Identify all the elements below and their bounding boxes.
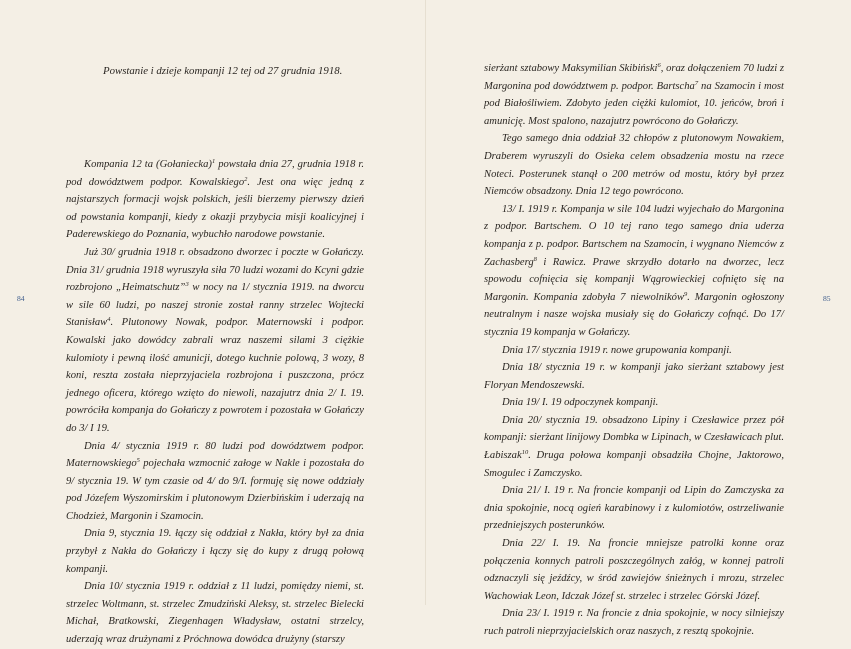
paragraph <box>484 394 784 412</box>
text-run: Dnia 17/ stycznia 1919 r. nowe grupowania kompanji. <box>502 344 732 356</box>
text-run: Tego samego dnia oddział 32 chłopów z plutonowym Nowakiem, Draberem wyruszyli do Osieka celem obsadzenia mostu na rzece Noteci. Posterunek stanął o 200 metrów od mostu, który był przez Niemców obsadzony. Dnia 12 tego powrócono. <box>484 133 784 198</box>
paragraph <box>66 438 364 526</box>
paragraph <box>484 535 784 605</box>
paragraph <box>484 60 784 130</box>
paragraph <box>484 482 784 535</box>
text-run: w nocy na 1/ stycznia 1919. na dworcu w sile 60 ludzi, po naszej stronie został ranny strzelec Wojtecki Stanisław <box>66 282 364 329</box>
paragraph <box>484 201 784 342</box>
footnote-marker: 10 <box>521 449 529 457</box>
chapter-heading: Powstanie i dzieje kompanji 12 tej od 27 grudnia 1918. <box>103 65 343 77</box>
paragraph <box>484 359 784 394</box>
text-run: . Jest ona więc jedną z najstarszych formacji wojsk polskich, jeśli bierzemy pierwszy dzień od powstania kompanji, kiedy z okazji przybycia misji koalicyjnej i Paderewskiego do Poznania, wybuchło narodowe powstanie. <box>66 176 364 241</box>
footnote-marker: 8 <box>533 255 537 263</box>
footnote-marker: 7 <box>694 79 699 87</box>
text-run: Dnia 20/ stycznia 19. obsadzono Lipiny i Czesławice przez pół kompanji: sierżant linijowy Dombka w Lipinach, w Czesławicach plut. Łabiszak <box>484 414 784 462</box>
paragraph <box>484 342 784 360</box>
page-number-right: 85 <box>823 294 831 303</box>
paragraph <box>484 605 784 640</box>
text-run: Dnia 18/ stycznia 19 r. w kompanji jako sierżant sztabowy jest Floryan Mendoszewski. <box>484 362 784 391</box>
text-run: Dnia 19/ I. 19 odpoczynek kompanji. <box>502 397 659 409</box>
footnote-marker: 5 <box>136 457 140 465</box>
footnote-marker: 2 <box>244 175 248 183</box>
paragraph <box>66 578 364 648</box>
text-run: Dnia 9, stycznia 19. łączy się oddział z Nakła, który był za dnia przybył z Nakła do Gołańczy i łączy się do kupy z drugą połową kompanji. <box>66 528 364 575</box>
footnote-marker: 3 <box>185 281 189 289</box>
left-page <box>0 0 425 646</box>
footnote-marker: 1 <box>211 158 216 165</box>
text-run: sierżant sztabowy Maksymilian Skibiński <box>484 63 658 74</box>
page-number-left: 84 <box>17 294 25 303</box>
text-run: i Rawicz. Prawe skrzydło dotarło na dworzec, lecz spowodu cofnięcia się kompanji Wągrowieckiej cofnięto się na Margonin. Kompania zdobyła 7 niewolników <box>484 256 784 303</box>
text-run: . Margonin ogłoszony neutralnym i nasze wojska musiały się do Gołańczy cofnąć. Do 17/ stycznia 19 kompanja w Gołańczy. <box>484 291 784 338</box>
text-run: Już 30/ grudnia 1918 r. obsadzono dworzec i poczte w Gołańczy. Dnia 31/ grudnia 1918 wyruszyła siła 70 ludzi wozami do Kcyni gdzie rozbrojono „Heimatschutz” <box>66 246 364 294</box>
text-run: Dnia 22/ I. 19. Na froncie mniejsze patrolki konne oraz połączenia konnych patroli poszczególnych załóg, w konnej patroli odznaczyli się jeźdźcy, w śród zawiejów śnieżnych i mrozu, strzelec Wachowiak Leon, Idczak Józef st. strzelec i strzelec Górski Józef. <box>484 538 784 602</box>
paragraph <box>484 412 784 482</box>
paragraph <box>484 130 784 200</box>
text-run: Dnia 4/ stycznia 1919 r. 80 ludzi pod dowództwem podpor. Maternowskiego <box>66 440 364 470</box>
footnote-marker: 4 <box>107 316 111 324</box>
right-page-body <box>484 60 784 641</box>
text-run: , oraz dołączeniem 70 ludzi z Margonina pod dowództwem p. podpor. Bartscha <box>484 63 785 92</box>
text-run: Dnia 23/ I. 1919 r. Na froncie z dnia spokojnie, w nocy silniejszy ruch patroli nieprzyjacielskich oraz naszych, z resztą spokojnie. <box>484 608 784 637</box>
paragraph <box>66 156 364 244</box>
paragraph <box>66 244 364 438</box>
text-run: Dnia 10/ stycznia 1919 r. oddział z 11 ludzi, pomiędzy niemi, st. strzelec Woltmann, st. strzelec Zmudziński Aleksy, st. strzelec Bielecki Michał, Bratkowski, Ziegenhagen Władysław, ostatni strzelcy, uderzają wraz drużynami z Próchnowa dowódca drużyny (starszy <box>66 581 364 646</box>
footnote-marker: 6 <box>657 62 661 69</box>
text-run: . Druga połowa kompanji obsadziła Chojne, Jaktorowo, Smogulec i Zamczysko. <box>484 450 784 479</box>
text-run: pojechała wzmocnić załoge w Nakle i pozostała do 9/ stycznia 19. W tym czasie od 4/ do 9/I. formuję się nowe oddziały pod Józefem Wyszomirskim i plutonowym Dzierbińskim i uderzają na Chodzież, Margonin i Szamocin. <box>66 458 364 522</box>
text-run: Dnia 21/ I. 19 r. Na froncie kompanji od Lipin do Zamczyska za dnia spokojnie, nocą ogień karabinowy i z kulomiotów, ostrzeliwanie przedniejszych posterunków. <box>484 485 784 532</box>
text-run: Kompania 12 ta (Gołaniecka) <box>84 159 212 170</box>
right-page <box>426 0 851 637</box>
text-run: na Szamocin i most pod Białośliwiem. Zdobyto jeden ciężki kulomiot, 10. jeńców, broń i amunicję. Most spalono, nazajutrz powrócono do Gołańczy. <box>484 80 784 127</box>
text-run: powstała dnia 27, grudnia 1918 r. pod dowództwem podpor. Kowalskiego <box>66 159 364 188</box>
footnote-marker: 9 <box>684 290 688 298</box>
text-run: 13/ I. 1919 r. Kompanja w sile 104 ludzi wyjechało do Margonina z podpor. Bartschem. O 10 tej rano tego samego dnia uderza kompanja z p. podpor. Bartschem na Szamocin, i wygnano Niemców z Zachasberg <box>484 203 784 268</box>
left-page-body <box>66 156 364 649</box>
paragraph <box>66 525 364 578</box>
text-run: . Plutonowy Nowak, podpor. Maternowski i podpor. Kowalski jako dowódcy zabrali wraz naszemi silami 3 ciężkie kulomioty i pewną ilość amunicji, dotego kuchnie polową, 3 wozy, 8 koni, reszta została nieprzyjaciela rozbrojona i puszczona, prócz jednego oficera, którego wzięto do niewoli, nazajutrz dnia 2/ I. 19. powróciła kompanja do Gołańczy z powrotem i pozostała w Gołańczy do 3/ I 19. <box>66 317 364 434</box>
